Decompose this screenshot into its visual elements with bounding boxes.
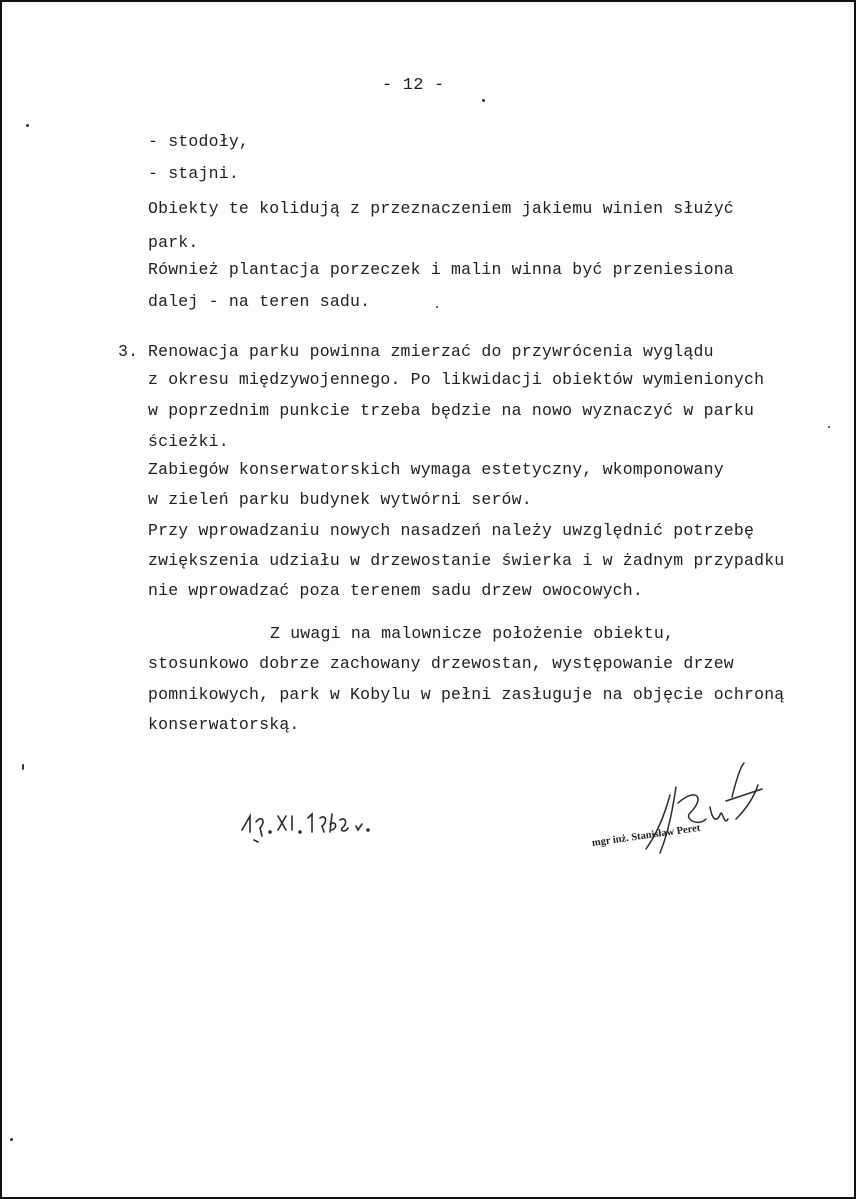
text-line: stosunkowo dobrze zachowany drzewostan, występowanie drzew [148,654,734,673]
scan-speck [22,764,24,770]
text-line: w zieleń parku budynek wytwórni serów. [148,490,532,509]
text-line: Z uwagi na malownicze położenie obiektu, [270,624,675,643]
text-line: z okresu międzywojennego. Po likwidacji obiektów wymienionych [148,370,765,389]
text-line: park. [148,233,199,252]
text-line: dalej - na teren sadu. [148,292,371,311]
handwritten-date [240,802,390,850]
text-line: Obiekty te kolidują z przeznaczeniem jakiemu winien służyć [148,199,734,218]
text-line: konserwatorską. [148,715,300,734]
scan-speck [482,99,485,102]
page-number: - 12 - [382,76,445,95]
text-line: zwiększenia udziału w drzewostanie świerka i w żadnym przypadku [148,551,785,570]
text-line: - stodoły, [148,132,250,151]
text-line: ścieżki. [148,432,229,451]
text-line: Również plantacja porzeczek i malin winna być przeniesiona [148,260,734,279]
scan-speck [436,306,438,308]
item-number-3: 3. [118,342,139,361]
scan-speck [26,124,29,127]
signature [586,757,786,867]
scan-speck [10,1138,13,1141]
text-line: w poprzednim punkcie trzeba będzie na nowo wyznaczyć w parku [148,401,755,420]
signature-stamp: mgr inż. Stanisław Peret [591,822,701,849]
text-line: Przy wprowadzaniu nowych nasadzeń należy uwzględnić potrzebę [148,521,755,540]
text-line: - stajni. [148,164,239,183]
text-line: pomnikowych, park w Kobylu w pełni zasługuje na objęcie ochroną [148,685,785,704]
scan-speck [828,426,830,428]
text-line: Zabiegów konserwatorskich wymaga estetyczny, wkomponowany [148,460,724,479]
text-line: Renowacja parku powinna zmierzać do przywrócenia wyglądu [148,342,714,361]
text-line: nie wprowadzać poza terenem sadu drzew owocowych. [148,581,643,600]
